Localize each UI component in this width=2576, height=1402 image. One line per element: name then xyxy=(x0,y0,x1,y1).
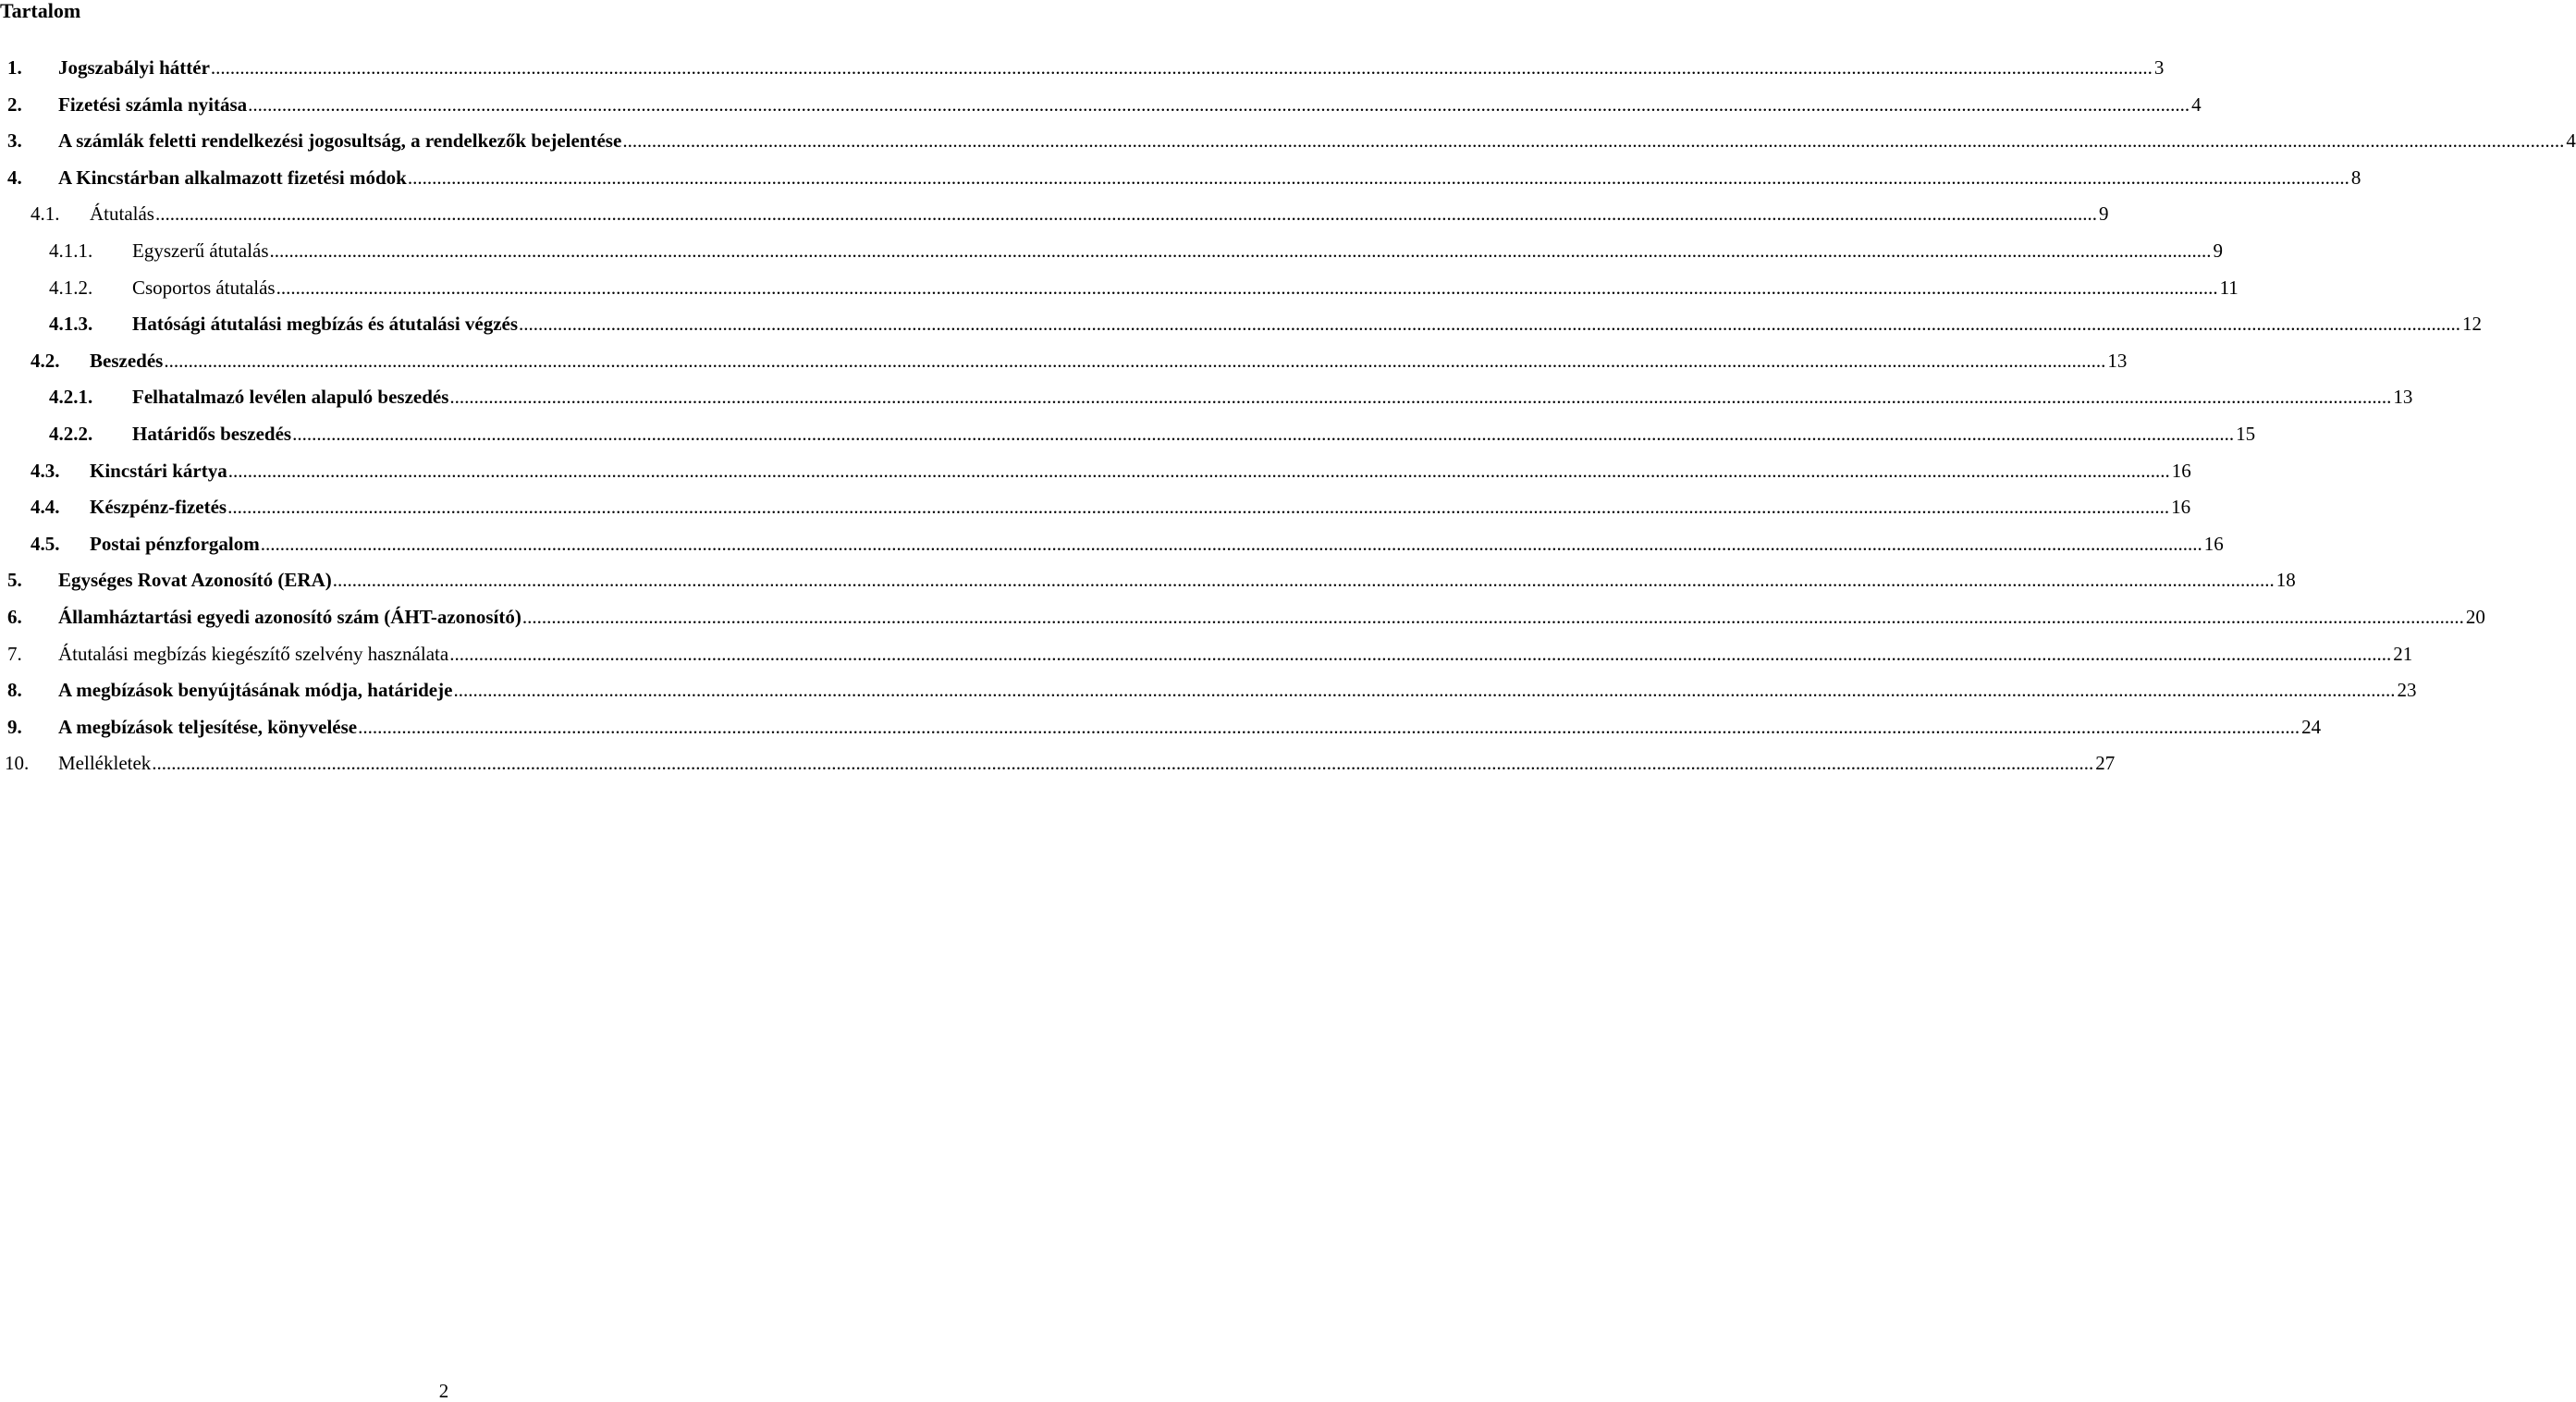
toc-dot-leader: ................................................................................................................................................................................................................................................................................................................................................................................................................ xyxy=(227,496,2170,518)
toc-entry[interactable] xyxy=(0,678,2417,702)
toc-entry-label: A megbízások benyújtásának módja, határideje xyxy=(58,679,453,701)
toc-dot-leader: ................................................................................................................................................................................................................................................................................................................................................................................................................ xyxy=(332,569,2275,591)
toc-entry-text xyxy=(132,385,2413,409)
toc-entry-page: 13 xyxy=(2393,386,2413,408)
toc-entry-number: 4.4. xyxy=(31,496,60,518)
toc-entry-page: 27 xyxy=(2095,752,2116,774)
toc-entry[interactable] xyxy=(0,568,2296,592)
toc-entry-text xyxy=(58,642,2413,666)
toc-entry-text xyxy=(90,202,2109,226)
toc-entry-text xyxy=(58,678,2417,702)
toc-entry-label: Beszedés xyxy=(90,350,164,372)
toc-entry-number: 8. xyxy=(7,679,22,701)
toc-entry-page: 15 xyxy=(2236,423,2256,445)
toc-entry-number: 1. xyxy=(7,56,22,79)
toc-entry-text xyxy=(90,459,2191,483)
toc-dot-leader: ................................................................................................................................................................................................................................................................................................................................................................................................................ xyxy=(276,277,2218,299)
toc-entry-page: 11 xyxy=(2219,277,2239,299)
page-number: 2 xyxy=(438,1380,449,1402)
toc-entry-label: Hatósági átutalási megbízás és átutalási végzés xyxy=(132,313,519,335)
toc-dot-leader: ................................................................................................................................................................................................................................................................................................................................................................................................................ xyxy=(292,423,2235,445)
toc-entry-page: 16 xyxy=(2171,496,2191,518)
toc-entry-page: 4 xyxy=(2566,129,2576,152)
toc-entry-text xyxy=(58,605,2485,629)
toc-dot-leader: ................................................................................................................................................................................................................................................................................................................................................................................................................ xyxy=(358,716,2300,738)
toc-entry-label: Csoportos átutalás xyxy=(132,277,276,299)
toc-entry[interactable] xyxy=(0,605,2485,629)
toc-entry-number: 3. xyxy=(7,129,22,152)
toc-dot-leader: ................................................................................................................................................................................................................................................................................................................................................................................................................ xyxy=(227,460,2170,482)
toc-entry[interactable] xyxy=(0,715,2322,739)
toc-entry-number: 4.1. xyxy=(31,203,60,225)
page-title: Tartalom xyxy=(0,0,81,22)
toc-entry-number: 5. xyxy=(7,569,22,591)
toc-entry-page: 9 xyxy=(2213,240,2224,262)
toc-entry-label: A Kincstárban alkalmazott fizetési módok xyxy=(58,166,407,189)
toc-entry-number: 4.1.1. xyxy=(49,240,93,262)
toc-entry-text xyxy=(58,129,2576,153)
toc-entry[interactable] xyxy=(0,385,2413,409)
toc-dot-leader: ................................................................................................................................................................................................................................................................................................................................................................................................................ xyxy=(260,533,2202,555)
toc-entry-label: Mellékletek xyxy=(58,752,152,774)
toc-dot-leader: ................................................................................................................................................................................................................................................................................................................................................................................................................ xyxy=(269,240,2212,262)
toc-dot-leader: ................................................................................................................................................................................................................................................................................................................................................................................................................ xyxy=(449,386,2392,408)
toc-dot-leader: ................................................................................................................................................................................................................................................................................................................................................................................................................ xyxy=(622,129,2565,152)
toc-entry-number: 4.1.3. xyxy=(49,313,93,335)
toc-entry-number: 4. xyxy=(7,166,22,189)
toc-entry-text xyxy=(132,276,2239,300)
toc-entry[interactable] xyxy=(0,55,2165,80)
toc-dot-leader: ................................................................................................................................................................................................................................................................................................................................................................................................................ xyxy=(154,203,2097,225)
toc-entry-text xyxy=(90,495,2191,519)
toc-entry-page: 20 xyxy=(2465,606,2485,628)
toc-entry-number: 7. xyxy=(7,643,22,665)
toc-entry-number: 9. xyxy=(7,716,22,738)
toc-entry[interactable] xyxy=(0,422,2256,446)
toc-dot-leader: ................................................................................................................................................................................................................................................................................................................................................................................................................ xyxy=(519,313,2461,335)
toc-entry-label: Fizetési számla nyitása xyxy=(58,93,248,116)
toc-entry[interactable] xyxy=(0,495,2191,519)
toc-entry-label: Átutalási megbízás kiegészítő szelvény használata xyxy=(58,643,449,665)
toc-dot-leader: ................................................................................................................................................................................................................................................................................................................................................................................................................ xyxy=(407,166,2349,189)
toc-entry[interactable] xyxy=(0,751,2116,775)
toc-dot-leader: ................................................................................................................................................................................................................................................................................................................................................................................................................ xyxy=(449,643,2392,665)
toc-entry-page: 18 xyxy=(2275,569,2296,591)
toc-entry-text xyxy=(90,349,2128,373)
toc-entry-page: 9 xyxy=(2098,203,2109,225)
toc-entry-text xyxy=(58,55,2165,80)
toc-entry-page: 16 xyxy=(2171,460,2191,482)
toc-entry-page: 8 xyxy=(2350,166,2361,189)
toc-dot-leader: ................................................................................................................................................................................................................................................................................................................................................................................................................ xyxy=(248,93,2190,116)
toc-entry-number: 4.1.2. xyxy=(49,277,93,299)
toc-entry-label: A megbízások teljesítése, könyvelése xyxy=(58,716,358,738)
toc-entry-label: Egységes Rovat Azonosító (ERA) xyxy=(58,569,332,591)
toc-entry-label: Határidős beszedés xyxy=(132,423,292,445)
toc-entry[interactable] xyxy=(0,276,2239,300)
toc-dot-leader: ................................................................................................................................................................................................................................................................................................................................................................................................................ xyxy=(152,752,2094,774)
toc-entry-text xyxy=(132,239,2224,263)
toc-entry-number: 4.2.2. xyxy=(49,423,93,445)
toc-entry-text xyxy=(58,92,2202,117)
toc-dot-leader: ................................................................................................................................................................................................................................................................................................................................................................................................................ xyxy=(453,679,2396,701)
toc-entry-number: 4.3. xyxy=(31,460,60,482)
toc-dot-leader: ................................................................................................................................................................................................................................................................................................................................................................................................................ xyxy=(164,350,2106,372)
toc-entry[interactable] xyxy=(0,349,2128,373)
toc-entry-page: 3 xyxy=(2153,56,2165,79)
toc-entry-label: Postai pénzforgalom xyxy=(90,533,260,555)
toc-entry-text xyxy=(58,166,2361,190)
toc-entry-number: 6. xyxy=(7,606,22,628)
toc-entry-number: 10. xyxy=(5,752,30,774)
toc-entry[interactable] xyxy=(0,92,2202,117)
toc-entry-number: 2. xyxy=(7,93,22,116)
toc-entry-text xyxy=(132,422,2256,446)
toc-entry[interactable] xyxy=(0,459,2191,483)
toc-entry-page: 13 xyxy=(2107,350,2128,372)
toc-dot-leader: ................................................................................................................................................................................................................................................................................................................................................................................................................ xyxy=(210,56,2153,79)
toc-entry-label: Kincstári kártya xyxy=(90,460,227,482)
toc-entry-number: 4.5. xyxy=(31,533,60,555)
toc-entry-label: Jogszabályi háttér xyxy=(58,56,210,79)
toc-entry-number: 4.2. xyxy=(31,350,60,372)
toc-entry[interactable] xyxy=(0,532,2224,556)
toc-entry-page: 16 xyxy=(2203,533,2224,555)
toc-entry-text xyxy=(58,715,2322,739)
toc-entry[interactable] xyxy=(0,642,2413,666)
toc-entry-label: Felhatalmazó levélen alapuló beszedés xyxy=(132,386,449,408)
toc-entry[interactable] xyxy=(0,166,2361,190)
toc-entry-text xyxy=(90,532,2224,556)
toc-entry[interactable] xyxy=(0,202,2109,226)
toc-entry-page: 4 xyxy=(2191,93,2202,116)
toc-entry[interactable] xyxy=(0,312,2483,336)
toc-entry-page: 23 xyxy=(2397,679,2417,701)
toc-entry-label: A számlák feletti rendelkezési jogosultság, a rendelkezők bejelentése xyxy=(58,129,622,152)
toc-entry-page: 21 xyxy=(2393,643,2413,665)
toc-entry-label: Átutalás xyxy=(90,203,154,225)
toc-entry-page: 24 xyxy=(2301,716,2322,738)
toc-entry-label: Egyszerű átutalás xyxy=(132,240,269,262)
toc-entry[interactable] xyxy=(0,129,2576,153)
toc-entry-text xyxy=(132,312,2483,336)
toc-entry-label: Államháztartási egyedi azonosító szám (ÁHT-azonosító) xyxy=(58,606,521,628)
toc-entry-text xyxy=(58,568,2296,592)
toc-entry[interactable] xyxy=(0,239,2224,263)
toc-entry-text xyxy=(58,751,2116,775)
toc-dot-leader: ................................................................................................................................................................................................................................................................................................................................................................................................................ xyxy=(521,606,2464,628)
toc-entry-label: Készpénz-fizetés xyxy=(90,496,227,518)
toc-entry-number: 4.2.1. xyxy=(49,386,93,408)
toc-entry-page: 12 xyxy=(2462,313,2483,335)
